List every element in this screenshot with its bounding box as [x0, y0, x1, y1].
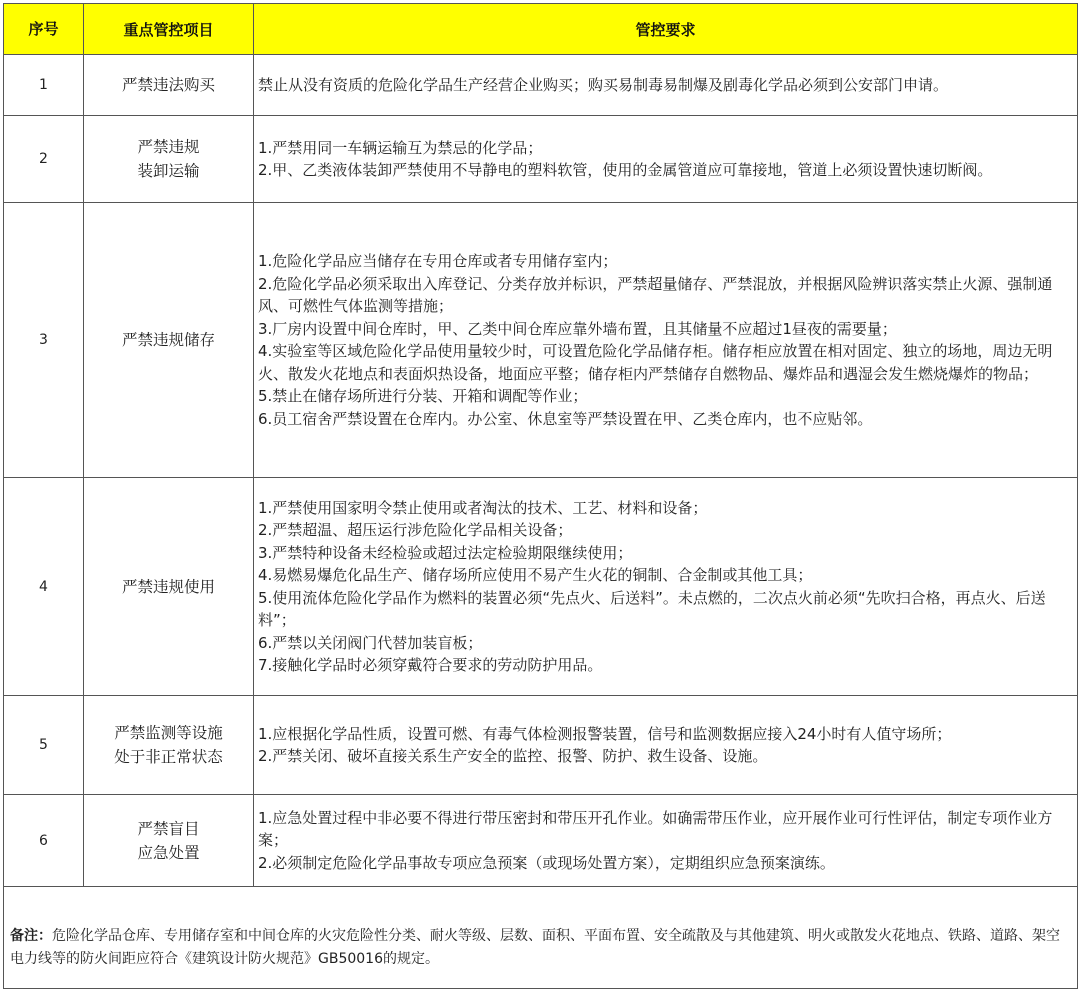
control-item: 严禁违规使用: [84, 478, 254, 696]
control-item: 严禁监测等设施 处于非正常状态: [84, 696, 254, 795]
control-item: 严禁违法购买: [84, 55, 254, 116]
table-row: [4, 55, 1078, 116]
note-row: [4, 887, 1078, 989]
control-item: 严禁违规 装卸运输: [84, 116, 254, 203]
control-item: 严禁违规储存: [84, 203, 254, 478]
row-number: 6: [4, 795, 84, 887]
note-text: 危险化学品仓库、专用储存室和中间仓库的火灾危险性分类、耐火等级、层数、面积、平面布置、安全疏散及与其他建筑、明火或散发火花地点、铁路、道路、架空电力线等的防火间距应符合《建筑设计防火规范》GB50016的规定。: [10, 928, 1060, 967]
header-control-item: 重点管控项目: [84, 4, 254, 55]
note-label: 备注：: [10, 928, 52, 944]
control-requirement: 1.严禁用同一车辆运输互为禁忌的化学品； 2.甲、乙类液体装卸严禁使用不导静电的塑料软管，使用的金属管道应可靠接地，管道上必须设置快速切断阀。: [254, 116, 1078, 203]
row-number: 5: [4, 696, 84, 795]
table-row: [4, 116, 1078, 203]
row-number: 4: [4, 478, 84, 696]
hazardous-chemicals-control-table: [3, 3, 1078, 989]
control-requirement: 1.应根据化学品性质，设置可燃、有毒气体检测报警装置，信号和监测数据应接入24小时有人值守场所； 2.严禁关闭、破坏直接关系生产安全的监控、报警、防护、救生设备、设施。: [254, 696, 1078, 795]
table-row: [4, 696, 1078, 795]
row-number: 1: [4, 55, 84, 116]
table-row: [4, 795, 1078, 887]
row-number: 3: [4, 203, 84, 478]
control-item: 严禁盲目 应急处置: [84, 795, 254, 887]
table-row: [4, 478, 1078, 696]
control-requirement: 1.严禁使用国家明令禁止使用或者淘汰的技术、工艺、材料和设备； 2.严禁超温、超压运行涉危险化学品相关设备； 3.严禁特种设备未经检验或超过法定检验期限继续使用； 4.易燃易爆危化品生产、储存场所应使用不易产生火花的铜制、合金制或其他工具； 5.使用流体危险化学品作为燃料的装置必须“先点火、后送料”。未点燃的，二次点火前必须“先吹扫合格，再点火、后送料”； 6.严禁以关闭阀门代替加装盲板； 7.接触化学品时必须穿戴符合要求的劳动防护用品。: [254, 478, 1078, 696]
control-requirement: 1.应急处置过程中非必要不得进行带压密封和带压开孔作业。如确需带压作业，应开展作业可行性评估，制定专项作业方案； 2.必须制定危险化学品事故专项应急预案（或现场处置方案），定期组织应急预案演练。: [254, 795, 1078, 887]
header-control-requirement: 管控要求: [254, 4, 1078, 55]
row-number: 2: [4, 116, 84, 203]
header-serial-number: 序号: [4, 4, 84, 55]
table-row: [4, 203, 1078, 478]
note-cell: [4, 887, 1078, 989]
control-requirement: 禁止从没有资质的危险化学品生产经营企业购买；购买易制毒易制爆及剧毒化学品必须到公安部门申请。: [254, 55, 1078, 116]
control-requirement: 1.危险化学品应当储存在专用仓库或者专用储存室内； 2.危险化学品必须采取出入库登记、分类存放并标识，严禁超量储存、严禁混放，并根据风险辨识落实禁止火源、强制通风、可燃性气体监测等措施； 3.厂房内设置中间仓库时，甲、乙类中间仓库应靠外墙布置，且其储量不应超过1昼夜的需要量； 4.实验室等区域危险化学品使用量较少时，可设置危险化学品储存柜。储存柜应放置在相对固定、独立的场地，周边无明火、散发火花地点和表面炽热设备，地面应平整；储存柜内严禁储存自燃物品、爆炸品和遇湿会发生燃烧爆炸的物品； 5.禁止在储存场所进行分装、开箱和调配等作业； 6.员工宿舍严禁设置在仓库内。办公室、休息室等严禁设置在甲、乙类仓库内，也不应贴邻。: [254, 203, 1078, 478]
